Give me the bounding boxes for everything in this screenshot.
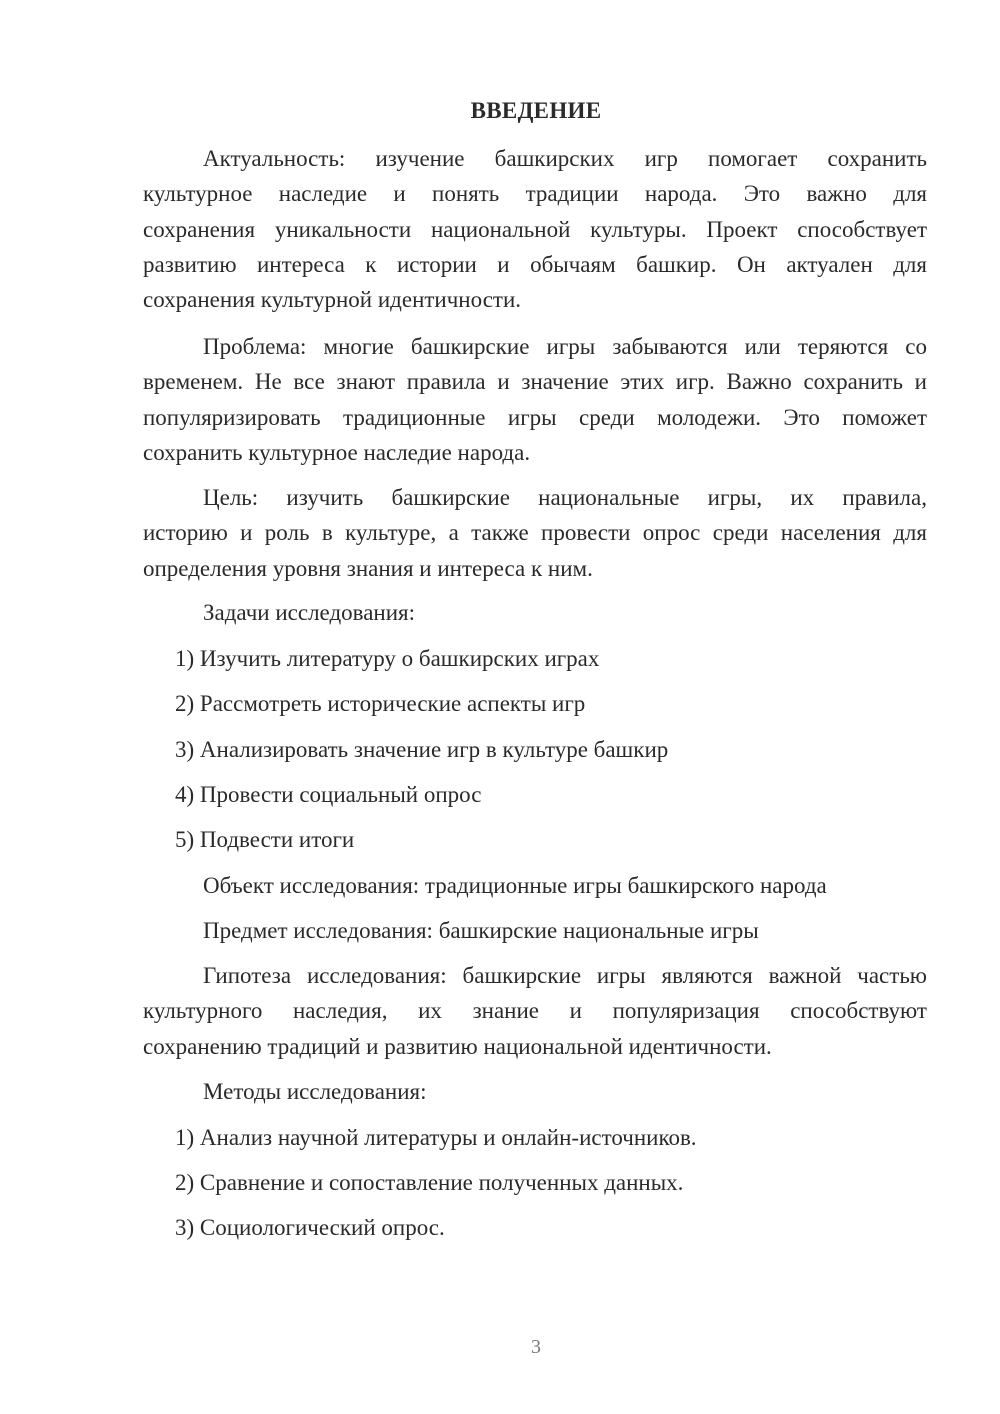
task-item: 1) Изучить литературу о башкирских играх [175, 646, 600, 671]
hypothesis-paragraph [143, 958, 927, 1064]
task-item: 5) Подвести итоги [175, 827, 355, 852]
paragraph-line: сохранения культурной идентичности. [143, 287, 522, 313]
paragraph-line: временем. Не все знают правила и значение этих игр. Важно сохранить и [143, 369, 927, 395]
page-title: ВВЕДЕНИЕ [470, 98, 602, 123]
paragraph-line: популяризировать традиционные игры среди молодежи. Это поможет [143, 404, 927, 430]
paragraph-line: Проблема: многие башкирские игры забываются или теряются со [203, 334, 927, 359]
research-object: Объект исследования: традиционные игры башкирского народа [203, 873, 827, 898]
paragraph-line: сохранению традиций и развитию национальной идентичности. [143, 1033, 772, 1059]
tasks-title: Задачи исследования: [203, 600, 416, 625]
paragraph-line: культурного наследия, их знание и популяризация способствуют [143, 998, 927, 1024]
paragraph-line: Цель: изучить башкирские национальные игры, их правила, [203, 485, 927, 510]
goal-paragraph [143, 480, 927, 586]
method-item: 1) Анализ научной литературы и онлайн-источников. [175, 1125, 697, 1150]
paragraph-line: сохранить культурное наследие народа. [143, 439, 531, 465]
paragraph-line: историю и роль в культуре, а также провести опрос среди населения для [143, 520, 927, 546]
paragraph-line: сохранения уникальности национальной культуры. Проект способствует [143, 216, 927, 242]
method-item: 2) Сравнение и сопоставление полученных данных. [175, 1170, 684, 1195]
research-subject: Предмет исследования: башкирские национальные игры [203, 918, 759, 943]
relevance-paragraph [143, 141, 927, 317]
task-item: 4) Провести социальный опрос [175, 782, 482, 807]
task-item: 3) Анализировать значение игр в культуре башкир [175, 737, 669, 762]
problem-paragraph [143, 329, 927, 470]
paragraph-line: Актуальность: изучение башкирских игр помогает сохранить [203, 146, 927, 171]
methods-title: Методы исследования: [203, 1079, 427, 1104]
paragraph-line: культурное наследие и понять традиции народа. Это важно для [143, 181, 927, 207]
task-item: 2) Рассмотреть исторические аспекты игр [175, 691, 586, 716]
paragraph-line: Гипотеза исследования: башкирские игры являются важной частью [203, 963, 927, 988]
paragraph-line: развитию интереса к истории и обычаям башкир. Он актуален для [143, 251, 927, 277]
paragraph-line: определения уровня знания и интереса к ним. [143, 555, 593, 581]
method-item: 3) Социологический опрос. [175, 1215, 445, 1240]
page-number: 3 [531, 1336, 541, 1358]
